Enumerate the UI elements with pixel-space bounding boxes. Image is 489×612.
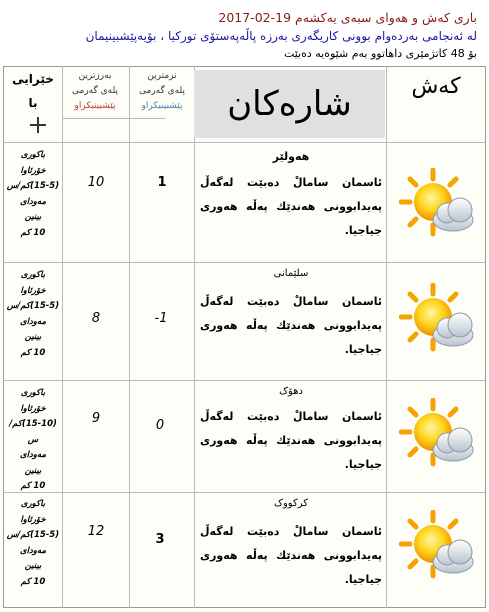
wind-info [5,148,61,241]
min-temp-value: 0 [155,418,165,433]
column-divider [194,66,195,608]
header-summary-line: لە ئەنجامی بەردەوام بوونی کاریگەری بەرزە پاڵەپەستۆی تورکیا ، بۆیەپێشبینیمان [85,29,477,43]
wind-line: باکوری [20,150,46,160]
wind-line: 10 کم [20,347,46,358]
column-divider [62,66,63,608]
wind-line: بینین [24,465,42,476]
wind-line: باکوری [20,388,46,398]
city-name: سلێمانی [273,268,309,279]
page-header [0,0,489,68]
partly-sunny-icon [399,168,477,238]
wind-line: باکوری [20,270,46,280]
row-divider [3,492,486,493]
weather-description: ئاسمان سامالْ دەبێت لەگەڵ پەیدابوونی هەندێك پەڵە هەوری جیاجیا. [200,410,382,471]
wind-line: خۆرئاوا [20,514,46,525]
wind-line: خۆرئاوا [20,285,46,296]
min-temp-column-header [130,69,194,114]
wind-info [5,497,61,590]
weather-description: ئاسمان سامالْ دەبێت لەگەڵ پەیدابوونی هەندێك پەڵە هەوری جیاجیا. [200,176,382,237]
wind-line: 10 کم [20,576,46,587]
min-temp-value: 3 [155,532,165,547]
wind-line: بینین [24,332,42,342]
city-name: کرکووک [274,498,308,509]
min-header-line: نزمترین [147,71,177,81]
wind-line: (15-5)کم/س [6,530,60,540]
column-divider [386,66,387,608]
weather-description: ئاسمان سامالْ دەبێت لەگەڵ پەیدابوونی هەندێك پەڵە هەوری جیاجیا. [200,525,382,586]
city-name: هەولێر [272,150,310,163]
wind-line: مەودای [19,316,46,327]
min-header-forecast: پێشبینیکراو [141,101,183,111]
wind-column-header [5,72,61,110]
partly-sunny-icon [399,283,477,353]
wind-info [5,268,61,361]
wind-line: بینین [24,561,42,571]
cities-column-header [194,70,385,138]
max-temp-column-header [62,69,128,114]
max-temp-value: 10 [87,175,105,190]
partly-sunny-icon [399,398,477,468]
plus-icon [30,117,46,133]
max-header-line: بەرزترین [78,71,112,81]
partly-sunny-icon [399,510,477,580]
wind-line: (15-10)کم/س [9,419,57,445]
wind-line: 10 کم [20,227,46,238]
max-temp-value: 12 [87,524,105,539]
header-sub-divider [62,118,165,119]
min-temp-value: -1 [154,311,168,326]
row-divider [3,142,486,143]
wind-line: باکوری [20,499,46,509]
wind-line: (15-5)کم/س [6,181,60,191]
header-forecast-line: بۆ 48 کاتژمێری داهاتوو بەم شێوەیە دەبێت [283,47,477,60]
wind-header-line: با [28,96,38,110]
min-header-line: پلەی گەرمی [139,86,185,96]
wind-line: 10 کم [20,481,46,491]
cities-header-label: شارەکان [227,84,352,124]
row-divider [3,380,486,381]
weather-description: ئاسمان سامالْ دەبێت لەگەڵ پەیدابوونی هەندێك پەڵە هەوری جیاجیا. [200,295,382,356]
column-divider [129,66,130,608]
max-header-line: پلەی گەرمی [72,86,118,96]
min-temp-value: 1 [157,175,167,190]
wind-line: مەودای [19,196,46,207]
wind-info [5,386,61,495]
max-header-forecast: پێشبینیکراو [74,101,116,111]
max-temp-value: 9 [91,411,101,426]
weather-column-header: کەش [411,74,461,99]
max-temp-value: 8 [91,311,101,326]
wind-line: مەودای [19,545,46,556]
header-date-line: باری کەش و هەوای سبەی یەکشەم 19-02-2017 [218,10,477,25]
city-name: دهۆک [279,386,303,397]
wind-line: بینین [24,212,42,222]
wind-line: خۆرئاوا [20,165,46,176]
row-divider [3,262,486,263]
wind-line: خۆرئاوا [20,403,46,414]
wind-header-line: خێرایی [12,72,54,86]
wind-line: مەودای [19,450,46,460]
wind-line: (15-5)کم/س [6,301,60,311]
